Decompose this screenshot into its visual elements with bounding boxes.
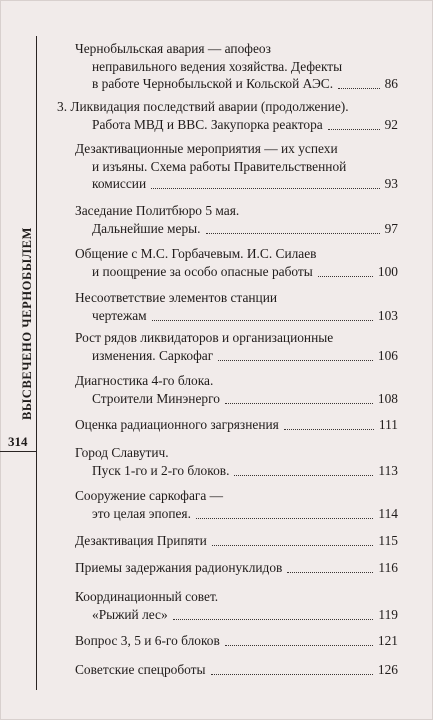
- toc-entry-text: 3. Ликвидация последствий аварии (продолжение).: [57, 99, 349, 114]
- toc-entry-text: Вопрос 3, 5 и 6-го блоков: [75, 633, 220, 648]
- toc-page-number: 93: [384, 176, 398, 191]
- toc-page-number: 115: [378, 533, 398, 548]
- toc-entry-text: Советские спецроботы: [75, 662, 206, 677]
- toc-entry-text: Приемы задержания радионуклидов: [75, 560, 283, 575]
- margin-rule: [36, 36, 37, 690]
- toc-leader-dots: [151, 187, 379, 189]
- toc-leader-dots: [318, 275, 373, 277]
- toc-page-number: 108: [377, 390, 398, 406]
- toc-entry-text: комиссии: [92, 176, 147, 191]
- toc-leader-dots: [284, 428, 374, 430]
- toc-entry-text: Рост рядов ликвидаторов и организационные: [75, 330, 334, 345]
- toc-entry-text: Сооружение саркофага —: [75, 488, 224, 503]
- toc-entry-text: Оценка радиационного загрязнения: [75, 417, 279, 432]
- toc-entry-text: и поощрение за особо опасные работы: [92, 263, 313, 279]
- toc-page-number: 114: [378, 505, 398, 521]
- toc-leader-dots: [173, 618, 374, 620]
- toc-entry-text: Координационный совет.: [75, 589, 219, 604]
- toc-entry-text: Несоответствие элементов станции: [75, 290, 278, 305]
- toc-entry-text: Общение с М.С. Горбачевым. И.С. Силаев: [75, 246, 317, 261]
- toc-entry-text: Дальнейшие меры.: [92, 220, 201, 236]
- toc-page-number: 92: [384, 116, 398, 132]
- toc-leader-dots: [338, 87, 380, 89]
- toc-entry-text: Пуск 1-го и 2-го блоков.: [92, 462, 230, 478]
- toc-page-number: 106: [377, 347, 398, 363]
- toc-entry-text: неправильного ведения хозяйства. Дефекты: [92, 58, 343, 74]
- toc-leader-dots: [206, 232, 380, 234]
- toc-entry-text: это целая эпопея.: [92, 505, 191, 521]
- running-head: ВЫСВЕЧЕНО ЧЕРНОБЫЛЕМ: [20, 227, 34, 420]
- toc-entry-text: Чернобыльская авария — апофеоз: [75, 41, 271, 56]
- toc-leader-dots: [196, 517, 373, 519]
- toc-leader-dots: [328, 128, 380, 130]
- toc-leader-dots: [218, 359, 373, 361]
- toc-entry-text: «Рыжий лес»: [92, 606, 168, 622]
- toc-entry-text: Диагностика 4-го блока.: [75, 373, 214, 388]
- toc-leader-dots: [225, 402, 373, 404]
- toc-entry-text: Город Славутич.: [75, 445, 169, 460]
- toc-leader-dots: [212, 544, 374, 546]
- page-number: 314: [8, 434, 28, 449]
- toc-entry-text: Заседание Политбюро 5 мая.: [75, 203, 240, 218]
- toc-entry-text: Строители Минэнерго: [92, 390, 220, 406]
- toc-page-number: 126: [377, 662, 398, 677]
- toc-leader-dots: [152, 319, 373, 321]
- toc-leader-dots: [211, 673, 373, 675]
- toc-leader-dots: [225, 644, 373, 646]
- toc-page-number: 100: [377, 263, 398, 279]
- toc-page-number: 113: [378, 462, 398, 478]
- toc-entry-text: Дезактивационные мероприятия — их успехи: [75, 141, 338, 156]
- toc-entry-text: Дезактивация Припяти: [75, 533, 207, 548]
- toc-entry-text: Работа МВД и ВВС. Закупорка реактора: [92, 116, 323, 132]
- toc-page-number: 119: [378, 606, 398, 622]
- toc-page-number: 103: [377, 307, 398, 323]
- toc-leader-dots: [234, 474, 373, 476]
- toc-page-number: 86: [384, 76, 398, 91]
- toc-leader-dots: [287, 571, 373, 573]
- toc-entry-text: и изъяны. Схема работы Правительственной: [92, 158, 347, 174]
- toc-page-number: 111: [378, 417, 398, 432]
- toc-page-number: 121: [377, 633, 398, 648]
- toc-entry-text: в работе Чернобыльской и Кольской АЭС.: [92, 76, 334, 91]
- toc-page-number: 97: [384, 220, 398, 236]
- toc-page-number: 116: [378, 560, 398, 575]
- page-number-rule: [0, 451, 36, 452]
- toc-entry-text: чертежам: [92, 307, 147, 323]
- toc-entry-text: изменения. Саркофаг: [92, 347, 214, 363]
